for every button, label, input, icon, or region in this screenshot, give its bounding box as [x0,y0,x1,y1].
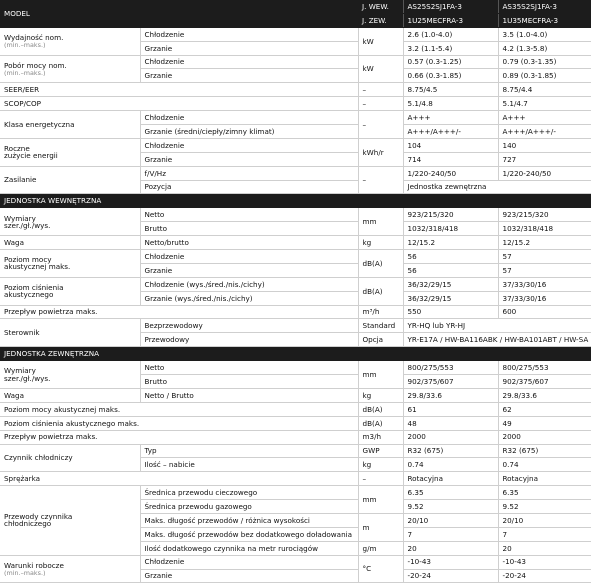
row-label: SEER/EER [0,83,358,97]
row-label-text-2: akustycznego [4,290,54,300]
value-cell-1: 923/215/320 [403,208,498,222]
header-row-indoor-model [0,0,591,13]
row-label [0,277,140,305]
row-label: Sprężarka [0,472,358,486]
value-cell-1: 9.52 [403,500,498,514]
row-label-text-2: szer./gł./wys. [4,220,51,230]
table-row [0,55,591,69]
table-row [0,27,591,41]
mode-cell: Bezprzewodowy [140,319,358,333]
mode-cell: Grzanie (wys./śred./nis./cichy) [140,291,358,305]
value-cell-2: 20/10 [498,513,591,527]
row-label [0,486,140,555]
table-row [0,305,591,319]
value-cell-2: 12/15.2 [498,236,591,250]
row-label: Przepływ powietrza maks. [0,305,358,319]
unit-cell: – [358,97,403,111]
value-cell-1: 36/32/29/15 [403,277,498,291]
row-label-text: Wymiary [4,213,36,223]
value-cell-1: 1032/318/418 [403,222,498,236]
mode-cell: Chłodzenie [140,555,358,569]
table-row [0,208,591,222]
value-cell-1: 104 [403,138,498,152]
value-cell-1: 0.66 (0.3-1.85) [403,69,498,83]
value-cell-1: 2.6 (1.0-4.0) [403,27,498,41]
mode-cell: Netto / Brutto [140,388,358,402]
value-cell-1: 3.2 (1.1-5.4) [403,41,498,55]
unit-cell: m3/h [358,430,403,444]
mode-cell: Maks. długość przewodów bez dodatkowego doładowania [140,527,358,541]
mode-cell: Przewodowy [140,333,358,347]
table-row [0,138,591,152]
unit-cell: g/m [358,541,403,555]
value-cell-1: 20 [403,541,498,555]
mode-cell: Netto [140,361,358,375]
row-label-text-2: szer./gł./wys. [4,373,51,383]
value-cell-1: 0.74 [403,458,498,472]
unit-cell: mm [358,361,403,389]
value-cell-1: 5.1/4.8 [403,97,498,111]
row-label-sub: (min.–maks.) [4,41,46,50]
section-header-outdoor [0,347,591,361]
mode-cell: Chłodzenie [140,27,358,41]
value-cell-1: 800/275/553 [403,361,498,375]
value-cell-1: 0.57 (0.3-1.25) [403,55,498,69]
value-cell-1: 714 [403,152,498,166]
mode-cell: Chłodzenie (wys./śred./nis./cichy) [140,277,358,291]
row-label-text-2: akustycznej maks. [4,262,71,272]
value-cell-2: 62 [498,402,591,416]
row-label: Klasa energetyczna [0,111,140,139]
row-label [0,361,140,389]
value-cell-2: 3.5 (1.0-4.0) [498,27,591,41]
outdoor-model-1: 1U25MECFRA-3 [403,13,498,27]
section-header-indoor [0,194,591,208]
unit-cell: dB(A) [358,250,403,278]
outdoor-unit-label: J. ZEW. [358,13,403,27]
value-cell-2: 923/215/320 [498,208,591,222]
mode-cell: Grzanie [140,569,358,583]
unit-cell: Standard [358,319,403,333]
value-cell-1: 29.8/33.6 [403,388,498,402]
unit-cell: GWP [358,444,403,458]
row-label-text: Wymiary [4,366,36,376]
unit-cell: °C [358,555,403,583]
unit-cell: mm [358,208,403,236]
value-cell-2: 9.52 [498,500,591,514]
value-cell-2: 1032/318/418 [498,222,591,236]
value-cell-2: -10-43 [498,555,591,569]
row-label-text: Warunki robocze [4,560,64,570]
value-cell-2: 57 [498,263,591,277]
value-cell-2: 8.75/4.4 [498,83,591,97]
mode-cell: Grzanie [140,41,358,55]
mode-cell: Chłodzenie [140,111,358,125]
value-cell-1: A+++/A+++/- [403,125,498,139]
mode-cell: Typ [140,444,358,458]
model-header-label: MODEL [0,0,358,27]
indoor-model-2: AS35S2SJ1FA-3 [498,0,591,13]
value-cell-2: 6.35 [498,486,591,500]
value-cell-1: 8.75/4.5 [403,83,498,97]
value-cell-2: 0.74 [498,458,591,472]
value-cell-2: 7 [498,527,591,541]
section-title: JEDNOSTKA ZEWNĘTRZNA [0,347,591,361]
mode-cell: Średnica przewodu gazowego [140,500,358,514]
value-cell-2: 2000 [498,430,591,444]
table-row [0,472,591,486]
table-row [0,250,591,264]
value-cell-1: 1/220-240/50 [403,166,498,180]
mode-cell: f/V/Hz [140,166,358,180]
value-cell-2: -20-24 [498,569,591,583]
row-label-sub: (min.–maks.) [4,568,46,577]
value-cell-1: 2000 [403,430,498,444]
value-cell-1: 550 [403,305,498,319]
table-row [0,83,591,97]
mode-cell: Chłodzenie [140,250,358,264]
table-row [0,111,591,125]
table-row [0,444,591,458]
value-cell-2: 29.8/33.6 [498,388,591,402]
row-label: Przepływ powietrza maks. [0,430,358,444]
mode-cell: Pozycja [140,180,358,194]
value-cell-1: A+++ [403,111,498,125]
value-cell-1: -20-24 [403,569,498,583]
value-cell-merged: YR-E17A / HW-BA116ABK / HW-BA101ABT / HW-SA [403,333,591,347]
value-cell-2: 902/375/607 [498,375,591,389]
row-label [0,27,140,55]
row-label: SCOP/COP [0,97,358,111]
table-row [0,166,591,180]
value-cell-1: 7 [403,527,498,541]
row-label: Poziom mocy akustycznej maks. [0,402,358,416]
mode-cell: Brutto [140,375,358,389]
section-title: JEDNOSTKA WEWNĘTRZNA [0,194,591,208]
row-label-text: Przewody czynnika [4,512,73,522]
value-cell-2: 57 [498,250,591,264]
row-label: Waga [0,236,140,250]
row-label [0,138,140,166]
unit-cell: – [358,83,403,97]
value-cell-2: 49 [498,416,591,430]
value-cell-2: 800/275/553 [498,361,591,375]
row-label: Poziom ciśnienia akustycznego maks. [0,416,358,430]
value-cell-2: 37/33/30/16 [498,291,591,305]
mode-cell: Grzanie [140,69,358,83]
value-cell-2: 5.1/4.7 [498,97,591,111]
table-row [0,319,591,333]
value-cell-2: A+++/A+++/- [498,125,591,139]
row-label-text: Wydajność nom. [4,32,64,42]
mode-cell: Grzanie [140,152,358,166]
value-cell-1: Rotacyjna [403,472,498,486]
row-label-text: Poziom ciśnienia [4,283,64,292]
value-cell-2: 20 [498,541,591,555]
mode-cell: Grzanie [140,263,358,277]
unit-cell: kWh/r [358,138,403,166]
value-cell-1: 36/32/29/15 [403,291,498,305]
table-row [0,555,591,569]
row-label-text-2: chłodniczego [4,519,52,529]
value-cell-2: Rotacyjna [498,472,591,486]
unit-cell: kW [358,27,403,55]
row-label [0,208,140,236]
row-label [0,55,140,83]
mode-cell: Netto [140,208,358,222]
row-label-text: Roczne [4,144,30,154]
mode-cell: Brutto [140,222,358,236]
value-cell-2: 140 [498,138,591,152]
mode-cell: Chłodzenie [140,55,358,69]
value-cell-1: 48 [403,416,498,430]
mode-cell: Maks. długość przewodów / różnica wysokości [140,513,358,527]
row-label [0,555,140,583]
unit-cell: – [358,166,403,194]
row-label: Czynnik chłodniczy [0,444,140,472]
value-cell-2: 37/33/30/16 [498,277,591,291]
value-cell-2: 0.89 (0.3-1.85) [498,69,591,83]
row-label-sub: (min.–maks.) [4,68,46,77]
table-row [0,388,591,402]
unit-cell: – [358,111,403,139]
row-label: Zasilanie [0,166,140,194]
table-row [0,97,591,111]
value-cell-1: 902/375/607 [403,375,498,389]
mode-cell: Średnica przewodu cieczowego [140,486,358,500]
unit-cell: kg [358,388,403,402]
table-row [0,486,591,500]
value-cell-1: -10-43 [403,555,498,569]
table-row [0,402,591,416]
mode-cell: Grzanie (średni/ciepły/zimny klimat) [140,125,358,139]
value-cell-1: 6.35 [403,486,498,500]
unit-cell: Opcja [358,333,403,347]
unit-cell: kg [358,236,403,250]
row-label: Sterownik [0,319,140,347]
unit-cell: – [358,472,403,486]
table-row [0,277,591,291]
value-cell-2: 0.79 (0.3-1.35) [498,55,591,69]
value-cell-2: R32 (675) [498,444,591,458]
value-cell-2: 600 [498,305,591,319]
row-label-text: Pobór mocy nom. [4,60,67,70]
row-label: Waga [0,388,140,402]
value-cell-2: 4.2 (1.3-5.8) [498,41,591,55]
row-label-text: Poziom mocy [4,255,52,265]
table-row [0,361,591,375]
mode-cell: Chłodzenie [140,138,358,152]
value-cell-1: 56 [403,263,498,277]
unit-cell: m [358,513,403,541]
value-cell-1: R32 (675) [403,444,498,458]
indoor-model-1: AS25S2SJ1FA-3 [403,0,498,13]
value-cell-2: 1/220-240/50 [498,166,591,180]
value-cell-2: 727 [498,152,591,166]
mode-cell: Ilość dodatkowego czynnika na metr rurociągów [140,541,358,555]
value-cell-2: A+++ [498,111,591,125]
table-row [0,416,591,430]
row-label [0,250,140,278]
unit-cell: dB(A) [358,402,403,416]
value-cell-1: 56 [403,250,498,264]
table-row [0,236,591,250]
mode-cell: Ilość – nabicie [140,458,358,472]
unit-cell: m³/h [358,305,403,319]
outdoor-model-2: 1U35MECFRA-3 [498,13,591,27]
unit-cell: dB(A) [358,416,403,430]
unit-cell: dB(A) [358,277,403,305]
value-cell-merged: YR-HQ lub YR-HJ [403,319,591,333]
value-cell-1: 61 [403,402,498,416]
indoor-unit-label: J. WEW. [358,0,403,13]
row-label-text-2: zużycie energii [4,151,58,161]
unit-cell: mm [358,486,403,514]
value-cell-1: 12/15.2 [403,236,498,250]
unit-cell: kg [358,458,403,472]
mode-cell: Netto/brutto [140,236,358,250]
table-row [0,430,591,444]
value-cell-merged: Jednostka zewnętrzna [403,180,591,194]
unit-cell: kW [358,55,403,83]
value-cell-1: 20/10 [403,513,498,527]
